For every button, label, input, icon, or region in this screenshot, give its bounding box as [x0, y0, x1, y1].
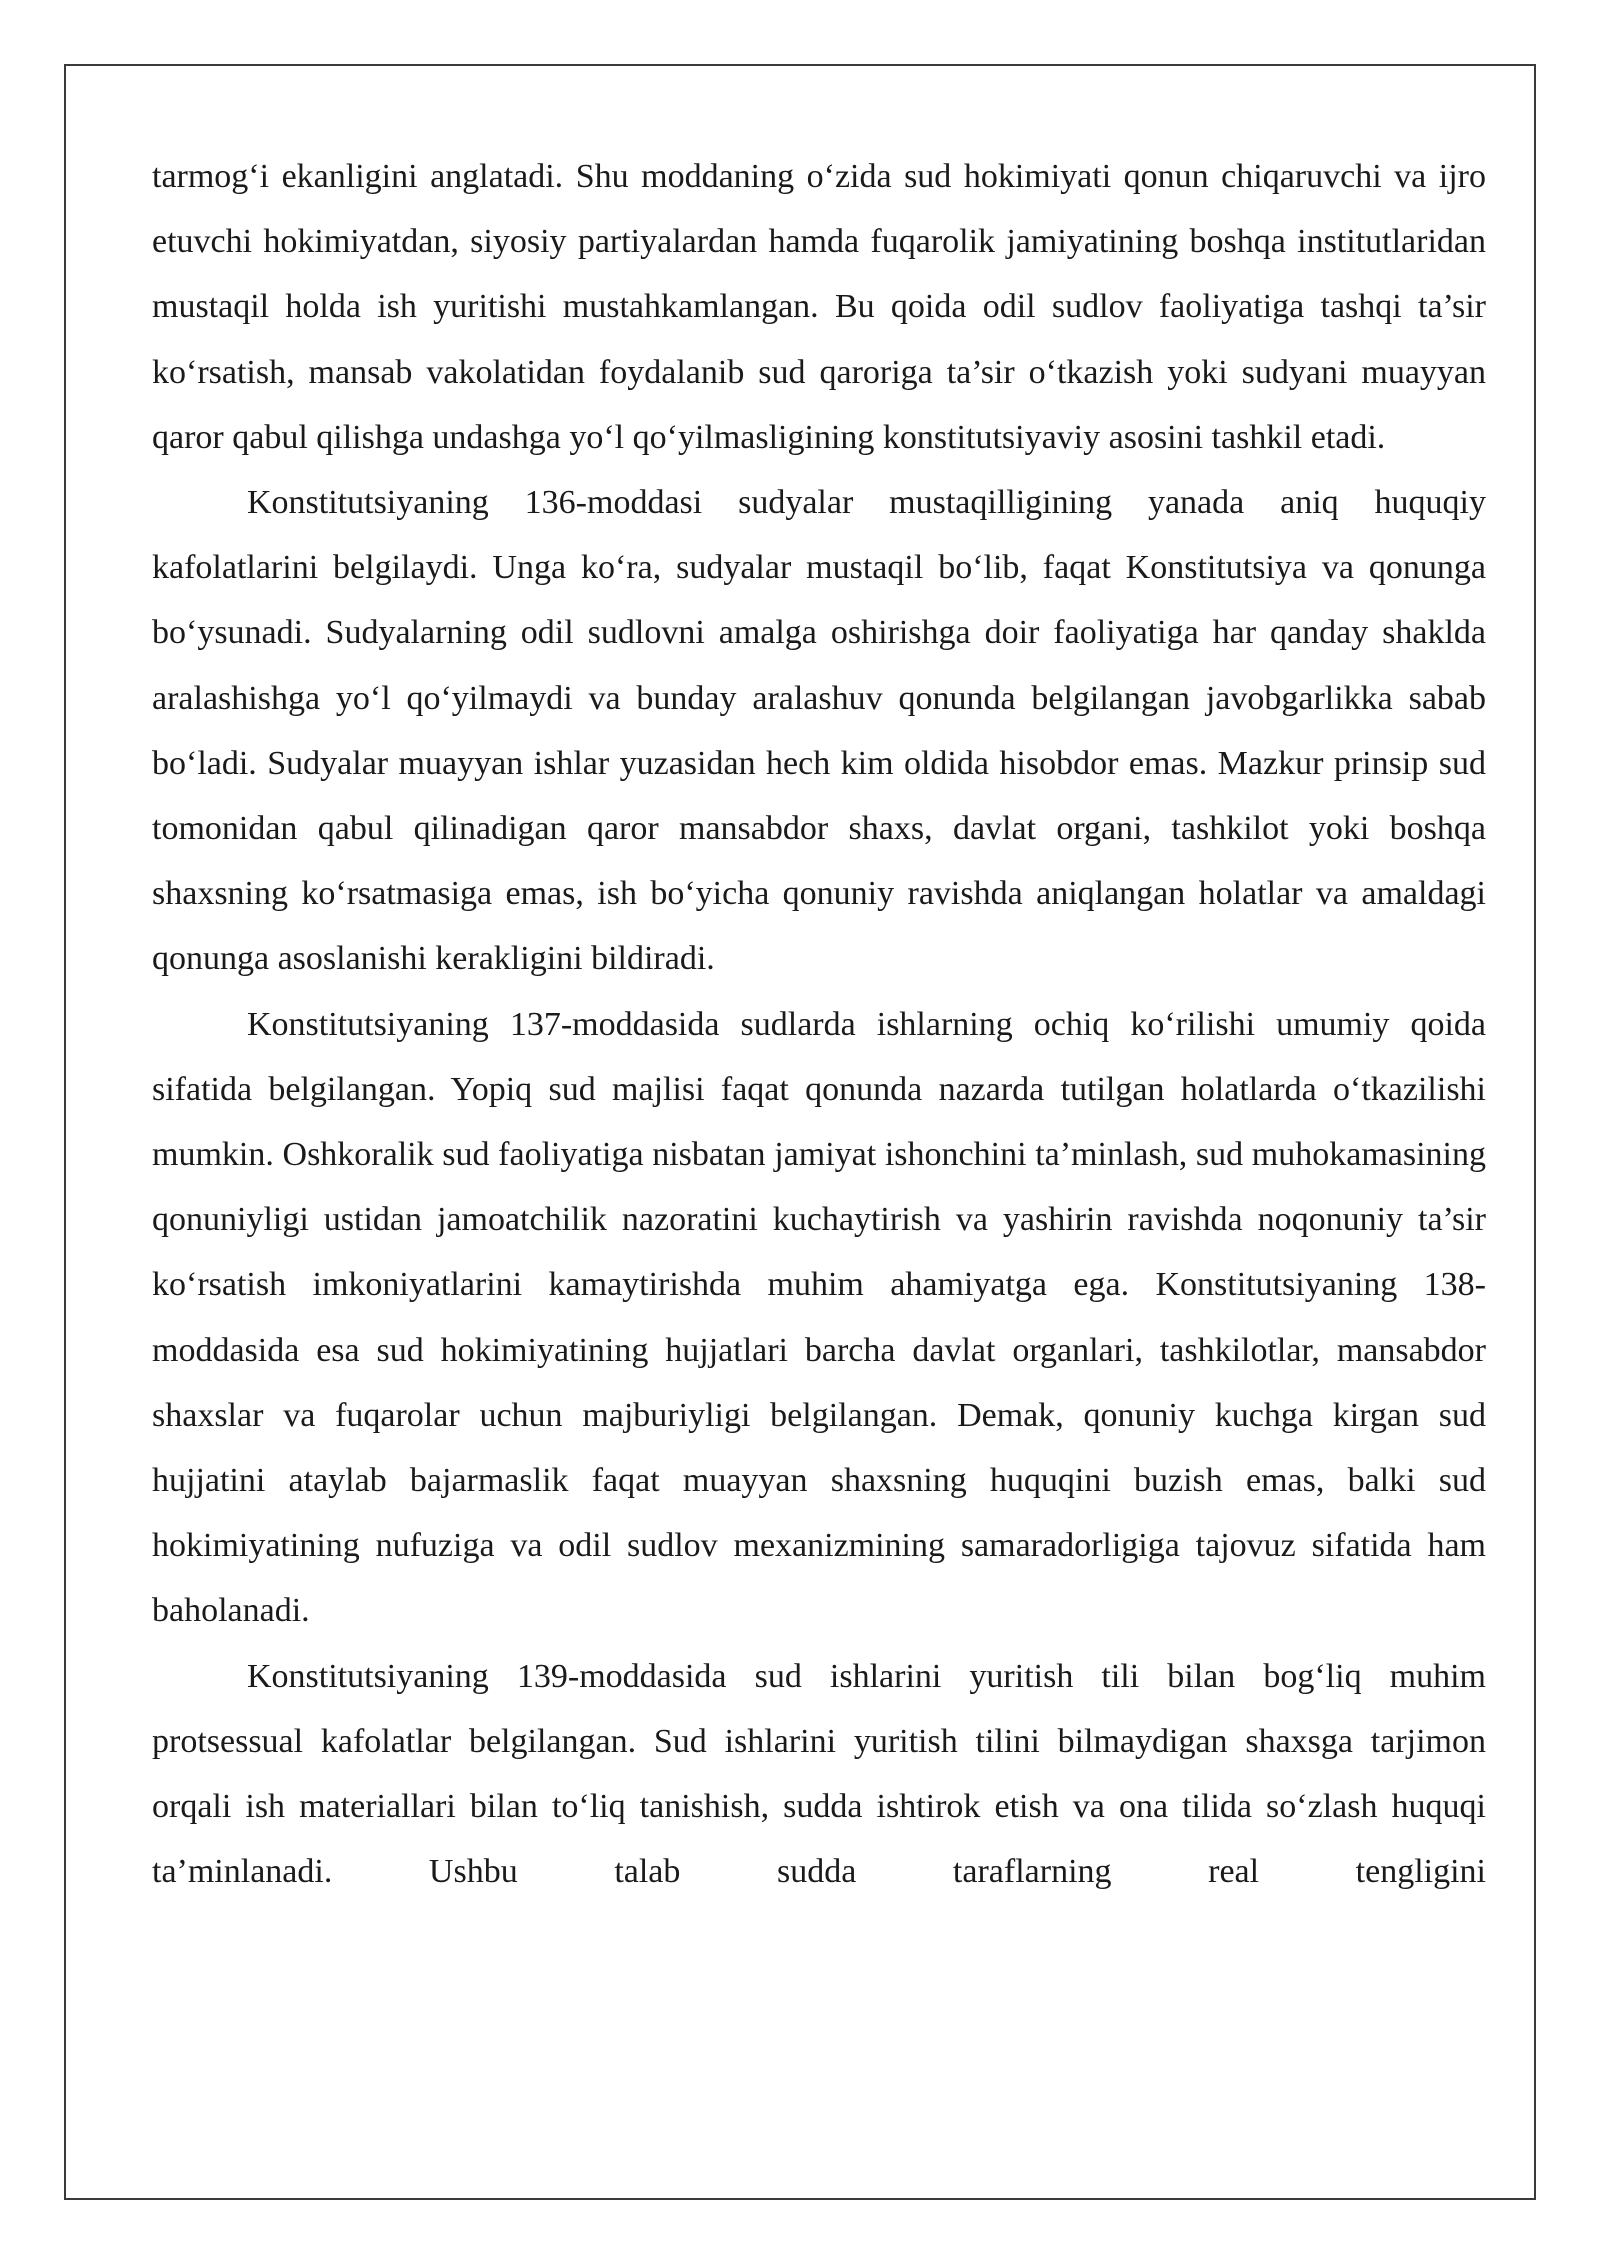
document-body — [152, 144, 1486, 1904]
paragraph-article-136: Konstitutsiyaning 136-moddasi sudyalar mustaqilligining yanada aniq huquqiy kafolatlarini belgilaydi. Unga ko‘ra, sudyalar mustaqil bo‘lib, faqat Konstitutsiya va qonunga bo‘ysunadi. Sudyalarning odil sudlovni amalga oshirishga doir faoliyatiga har qanday shaklda aralashishga yo‘l qo‘yilmaydi va bunday aralashuv qonunda belgilangan javobgarlikka sabab bo‘ladi. Sudyalar muayyan ishlar yuzasidan hech kim oldida hisobdor emas. Mazkur prinsip sud tomonidan qabul qilinadigan qaror mansabdor shaxs, davlat organi, tashkilot yoki boshqa shaxsning ko‘rsatmasiga emas, ish bo‘yicha qonuniy ravishda aniqlangan holatlar va amaldagi qonunga asoslanishi kerakligini bildiradi. — [152, 484, 1486, 978]
paragraph-article-139: Konstitutsiyaning 139-moddasida sud ishlarini yuritish tili bilan bog‘liq muhim protsessual kafolatlar belgilangan. Sud ishlarini yuritish tilini bilmaydigan shaxsga tarjimon orqali ish materiallari bilan to‘liq tanishish, sudda ishtirok etish va ona tilida so‘zlash huquqi ta’minlanadi. Ushbu talab sudda taraflarning real tengligini — [152, 1657, 1486, 1891]
paragraph-article-137-138: Konstitutsiyaning 137-moddasida sudlarda ishlarning ochiq ko‘rilishi umumiy qoida sifatida belgilangan. Yopiq sud majlisi faqat qonunda nazarda tutilgan holatlarda o‘tkazilishi mumkin. Oshkoralik sud faoliyatiga nisbatan jamiyat ishonchini ta’minlash, sud muhokamasining qonuniyligi ustidan jamoatchilik nazoratini kuchaytirish va yashirin ravishda noqonuniy ta’sir ko‘rsatish imkoniyatlarini kamaytirishda muhim ahamiyatga ega. Konstitutsiyaning 138-moddasida esa sud hokimiyatining hujjatlari barcha davlat organlari, tashkilotlar, mansabdor shaxslar va fuqarolar uchun majburiyligi belgilangan. Demak, qonuniy kuchga kirgan sud hujjatini ataylab bajarmaslik faqat muayyan shaxsning huquqini buzish emas, balki sud hokimiyatining nufuziga va odil sudlov mexanizmining samaradorligiga tajovuz sifatida ham baholanadi. — [152, 1005, 1486, 1630]
paragraph-continuation: tarmog‘i ekanligini anglatadi. Shu moddaning o‘zida sud hokimiyati qonun chiqaruvchi va ijro etuvchi hokimiyatdan, siyosiy partiyalardan hamda fuqarolik jamiyatining boshqa institutlaridan mustaqil holda ish yuritishi mustahkamlangan. Bu qoida odil sudlov faoliyatiga tashqi ta’sir ko‘rsatish, mansab vakolatidan foydalanib sud qaroriga ta’sir o‘tkazish yoki sudyani muayyan qaror qabul qilishga undashga yo‘l qo‘yilmasligining konstitutsiyaviy asosini tashkil etadi. — [152, 158, 1486, 456]
